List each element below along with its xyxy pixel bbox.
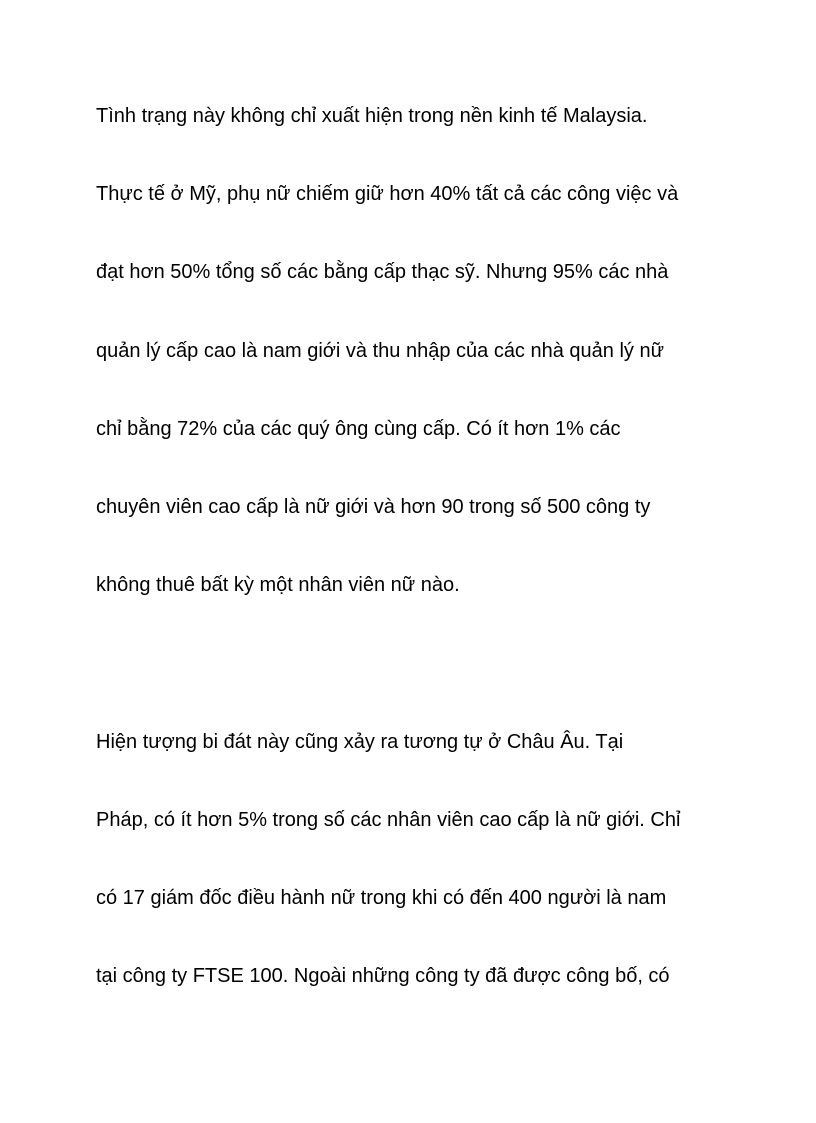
text-line: đạt hơn 50% tổng số các bằng cấp thạc sỹ. Nhưng 95% các nhà bbox=[96, 261, 669, 283]
text-line: chuyên viên cao cấp là nữ giới và hơn 90 trong số 500 công ty bbox=[96, 496, 651, 518]
text-line: Thực tế ở Mỹ, phụ nữ chiếm giữ hơn 40% tất cả các công việc và bbox=[96, 183, 679, 205]
text-line: chỉ bằng 72% của các quý ông cùng cấp. Có ít hơn 1% các bbox=[96, 418, 621, 440]
text-line: quản lý cấp cao là nam giới và thu nhập của các nhà quản lý nữ bbox=[96, 340, 664, 362]
text-line: Tình trạng này không chỉ xuất hiện trong nền kinh tế Malaysia. bbox=[96, 105, 648, 127]
text-line: tại công ty FTSE 100. Ngoài những công ty đã được công bố, có bbox=[96, 965, 670, 987]
text-line: có 17 giám đốc điều hành nữ trong khi có đến 400 người là nam bbox=[96, 887, 667, 909]
text-line: Pháp, có ít hơn 5% trong số các nhân viên cao cấp là nữ giới. Chỉ bbox=[96, 809, 681, 831]
text-line: Hiện tượng bi đát này cũng xảy ra tương tự ở Châu Âu. Tại bbox=[96, 731, 624, 753]
text-line: không thuê bất kỳ một nhân viên nữ nào. bbox=[96, 574, 460, 596]
